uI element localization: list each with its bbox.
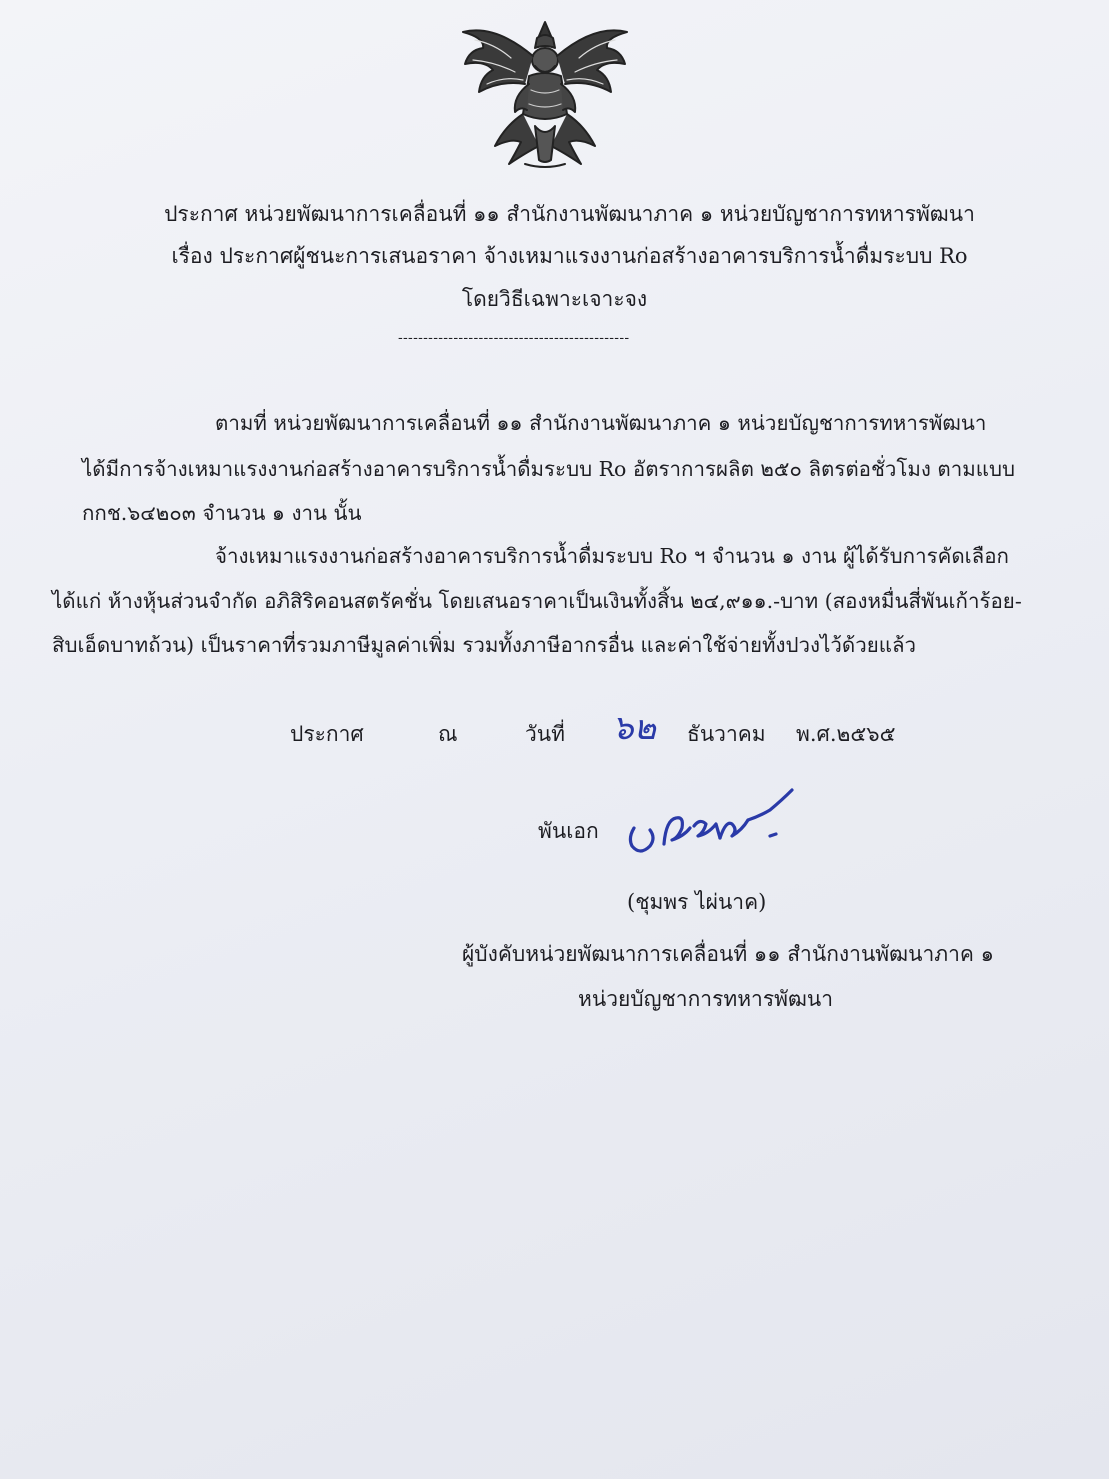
date-label-prakat: ประกาศ [290,722,364,746]
date-month: ธันวาคม [687,722,766,746]
date-label-day: วันที่ [525,722,565,746]
date-year: พ.ศ.๒๕๖๕ [796,722,896,746]
paragraph-2-line-2: ได้แก่ ห้างหุ้นส่วนจำกัด อภิสิริคอนสตรัคชั่น โดยเสนอราคาเป็นเงินทั้งสิ้น ๒๔,๙๑๑.-บาท (สองหมื่นสี่พันเก้าร้อย- [52,589,1022,613]
signatory-name: (ชุมพร ไผ่นาค) [627,890,767,914]
announcement-title: ประกาศ หน่วยพัฒนาการเคลื่อนที่ ๑๑ สำนักงานพัฒนาภาค ๑ หน่วยบัญชาการทหารพัฒนา [164,202,975,226]
paragraph-2-line-3: สิบเอ็ดบาทถ้วน) เป็นราคาที่รวมภาษีมูลค่าเพิ่ม รวมทั้งภาษีอากรอื่น และค่าใช้จ่ายทั้งปวงไว้ด้วยแล้ว [52,633,917,657]
date-label-na: ณ [438,722,458,746]
paragraph-2-line-1: จ้างเหมาแรงงานก่อสร้างอาคารบริการน้ำดื่มระบบ Ro ฯ จำนวน ๑ งาน ผู้ได้รับการคัดเลือก [215,544,1009,568]
paragraph-1-line-2: ได้มีการจ้างเหมาแรงงานก่อสร้างอาคารบริการน้ำดื่มระบบ Ro อัตราการผลิต ๒๕๐ ลิตรต่อชั่วโมง ตามแบบ [82,457,1016,481]
handwritten-day: ๖๒ [612,708,656,748]
signatory-position-line-2: หน่วยบัญชาการทหารพัฒนา [578,987,834,1011]
header-divider: ---------------------------------------------- [398,330,630,346]
announcement-subject: เรื่อง ประกาศผู้ชนะการเสนอราคา จ้างเหมาแรงงานก่อสร้างอาคารบริการน้ำดื่มระบบ Ro [171,244,968,268]
garuda-emblem-icon [455,14,635,174]
announcement-method: โดยวิธีเฉพาะเจาะจง [461,287,648,311]
signatory-position-line-1: ผู้บังคับหน่วยพัฒนาการเคลื่อนที่ ๑๑ สำนักงานพัฒนาภาค ๑ [462,942,994,966]
paragraph-1-line-3: กกช.๖๔๒๐๓ จำนวน ๑ งาน นั้น [82,501,362,525]
signatory-rank: พันเอก [538,819,599,843]
paragraph-1-line-1: ตามที่ หน่วยพัฒนาการเคลื่อนที่ ๑๑ สำนักงานพัฒนาภาค ๑ หน่วยบัญชาการทหารพัฒนา [215,411,987,435]
handwritten-signature-icon [620,780,805,870]
